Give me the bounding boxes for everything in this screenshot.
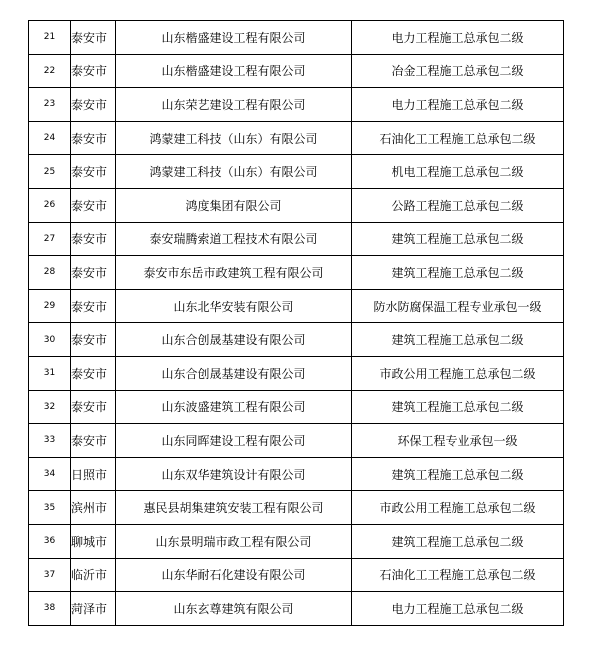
company-name-cell: 山东双华建筑设计有限公司: [116, 457, 352, 491]
qualification-cell: 建筑工程施工总承包二级: [352, 256, 564, 290]
city-cell: 泰安市: [71, 155, 116, 189]
company-name-cell: 山东北华安装有限公司: [116, 289, 352, 323]
company-name-cell: 泰安瑞腾索道工程技术有限公司: [116, 222, 352, 256]
row-index-cell: 21: [29, 21, 71, 55]
table-row: [29, 424, 564, 458]
row-index-cell: 38: [29, 592, 71, 626]
qualification-cell: 建筑工程施工总承包二级: [352, 524, 564, 558]
qualification-cell: 电力工程施工总承包二级: [352, 88, 564, 122]
table-row: [29, 88, 564, 122]
city-cell: 菏泽市: [71, 592, 116, 626]
city-cell: 日照市: [71, 457, 116, 491]
row-index-cell: 26: [29, 188, 71, 222]
table-row: [29, 155, 564, 189]
qualification-cell: 建筑工程施工总承包二级: [352, 323, 564, 357]
city-cell: 泰安市: [71, 424, 116, 458]
table-row: [29, 524, 564, 558]
company-name-cell: 山东楷盛建设工程有限公司: [116, 21, 352, 55]
row-index-cell: 35: [29, 491, 71, 525]
row-index-cell: 30: [29, 323, 71, 357]
company-name-cell: 山东荣艺建设工程有限公司: [116, 88, 352, 122]
table-body: [29, 21, 564, 626]
row-index-cell: 27: [29, 222, 71, 256]
table-row: [29, 222, 564, 256]
company-name-cell: 山东景明瑞市政工程有限公司: [116, 524, 352, 558]
table-row: [29, 356, 564, 390]
city-cell: 泰安市: [71, 222, 116, 256]
row-index-cell: 22: [29, 54, 71, 88]
row-index-cell: 25: [29, 155, 71, 189]
row-index-cell: 23: [29, 88, 71, 122]
table-row: [29, 121, 564, 155]
row-index-cell: 37: [29, 558, 71, 592]
qualification-cell: 市政公用工程施工总承包二级: [352, 491, 564, 525]
table-row: [29, 390, 564, 424]
table-row: [29, 21, 564, 55]
city-cell: 临沂市: [71, 558, 116, 592]
company-name-cell: 泰安市东岳市政建筑工程有限公司: [116, 256, 352, 290]
row-index-cell: 33: [29, 424, 71, 458]
row-index-cell: 34: [29, 457, 71, 491]
company-name-cell: 山东华耐石化建设有限公司: [116, 558, 352, 592]
table-row: [29, 457, 564, 491]
row-index-cell: 24: [29, 121, 71, 155]
qualification-cell: 建筑工程施工总承包二级: [352, 390, 564, 424]
company-name-cell: 山东波盛建筑工程有限公司: [116, 390, 352, 424]
city-cell: 泰安市: [71, 256, 116, 290]
qualification-cell: 冶金工程施工总承包二级: [352, 54, 564, 88]
qualification-cell: 建筑工程施工总承包二级: [352, 222, 564, 256]
city-cell: 泰安市: [71, 356, 116, 390]
row-index-cell: 31: [29, 356, 71, 390]
company-name-cell: 惠民县胡集建筑安装工程有限公司: [116, 491, 352, 525]
table-row: [29, 491, 564, 525]
row-index-cell: 28: [29, 256, 71, 290]
qualification-cell: 防水防腐保温工程专业承包一级: [352, 289, 564, 323]
city-cell: 滨州市: [71, 491, 116, 525]
city-cell: 泰安市: [71, 88, 116, 122]
table-row: [29, 188, 564, 222]
qualification-cell: 环保工程专业承包一级: [352, 424, 564, 458]
company-name-cell: 山东合创晟基建设有限公司: [116, 323, 352, 357]
row-index-cell: 32: [29, 390, 71, 424]
city-cell: 泰安市: [71, 21, 116, 55]
qualification-cell: 石油化工工程施工总承包二级: [352, 121, 564, 155]
table-row: [29, 323, 564, 357]
qualification-cell: 电力工程施工总承包二级: [352, 592, 564, 626]
qualification-table: [28, 20, 564, 626]
table-row: [29, 592, 564, 626]
table-row: [29, 558, 564, 592]
table-row: [29, 256, 564, 290]
city-cell: 泰安市: [71, 54, 116, 88]
table-row: [29, 54, 564, 88]
company-name-cell: 鸿度集团有限公司: [116, 188, 352, 222]
city-cell: 泰安市: [71, 323, 116, 357]
city-cell: 泰安市: [71, 121, 116, 155]
qualification-cell: 市政公用工程施工总承包二级: [352, 356, 564, 390]
qualification-cell: 电力工程施工总承包二级: [352, 21, 564, 55]
city-cell: 泰安市: [71, 289, 116, 323]
company-name-cell: 山东楷盛建设工程有限公司: [116, 54, 352, 88]
company-name-cell: 山东同晖建设工程有限公司: [116, 424, 352, 458]
qualification-cell: 公路工程施工总承包二级: [352, 188, 564, 222]
qualification-cell: 建筑工程施工总承包二级: [352, 457, 564, 491]
city-cell: 泰安市: [71, 390, 116, 424]
city-cell: 泰安市: [71, 188, 116, 222]
city-cell: 聊城市: [71, 524, 116, 558]
company-name-cell: 鸿蒙建工科技（山东）有限公司: [116, 155, 352, 189]
company-name-cell: 鸿蒙建工科技（山东）有限公司: [116, 121, 352, 155]
company-name-cell: 山东合创晟基建设有限公司: [116, 356, 352, 390]
table-row: [29, 289, 564, 323]
company-name-cell: 山东玄尊建筑有限公司: [116, 592, 352, 626]
row-index-cell: 29: [29, 289, 71, 323]
qualification-cell: 机电工程施工总承包二级: [352, 155, 564, 189]
row-index-cell: 36: [29, 524, 71, 558]
qualification-cell: 石油化工工程施工总承包二级: [352, 558, 564, 592]
